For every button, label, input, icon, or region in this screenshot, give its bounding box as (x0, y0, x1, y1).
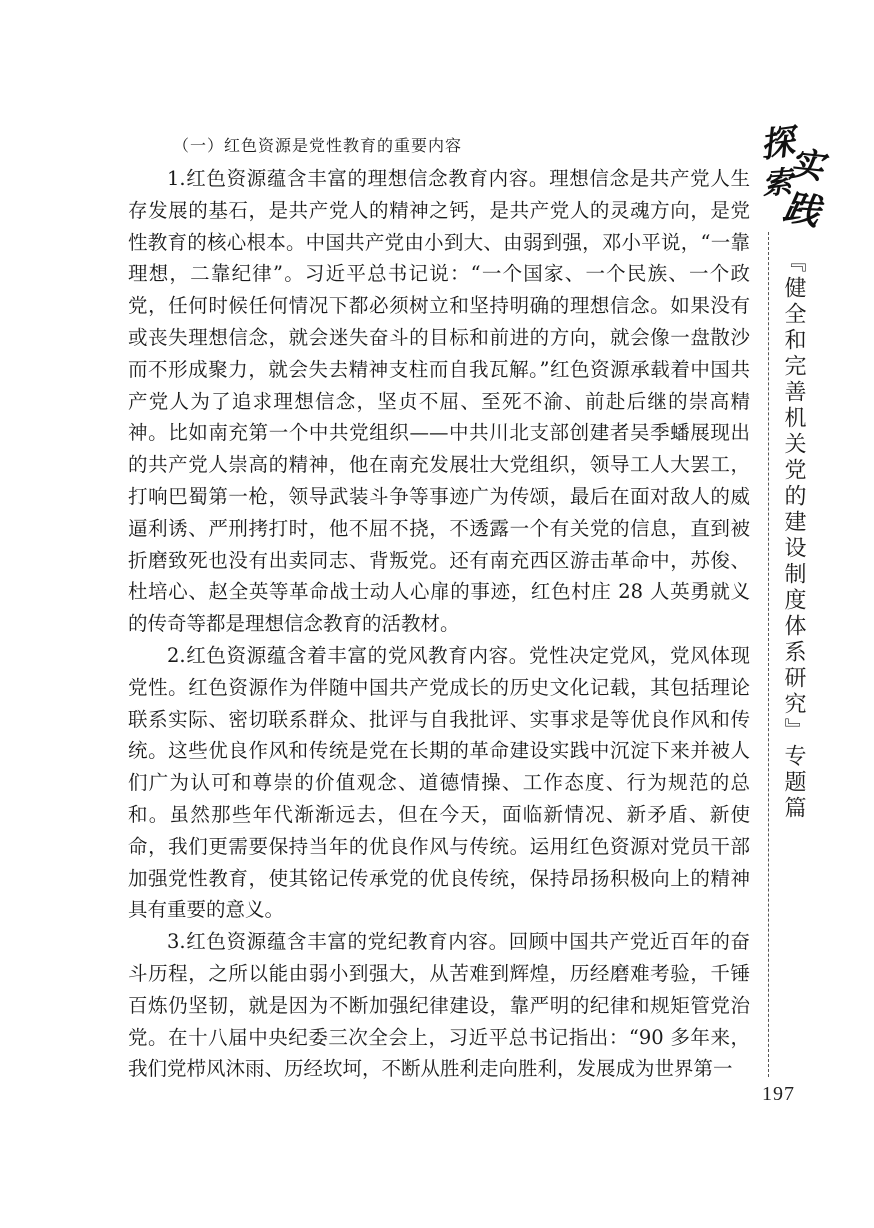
section-heading: （一）红色资源是党性教育的重要内容 (173, 136, 463, 155)
main-text (128, 132, 750, 1085)
paragraph-1: 1.红色资源蕴含丰富的理想信念教育内容。理想信念是共产党人生存发展的基石，是共产党人的精神之钙，是共产党人的灵魂方向，是党性教育的核心根本。中国共产党由小到大、由弱到强，邓小平说，“一靠理想，二靠纪律”。习近平总书记说：“一个国家、一个民族、一个政党，任何时候任何情况下都必须树立和坚持明确的理想信念。如果没有或丧失理想信念，就会迷失奋斗的目标和前进的方向，就会像一盘散沙而不形成聚力，就会失去精神支柱而自我瓦解。”红色资源承载着中国共产党人为了追求理想信念，坚贞不屈、至死不渝、前赴后继的崇高精神。比如南充第一个中共党组织——中共川北支部创建者吴季蟠展现出的共产党人崇高的精神，他在南充发展壮大党组织，领导工人大罢工，打响巴蜀第一枪，领导武装斗争等事迹广为传颂，最后在面对敌人的威逼利诱、严刑拷打时，他不屈不挠，不透露一个有关党的信息，直到被折磨致死也没有出卖同志、背叛党。还有南充西区游击革命中，苏俊、杜培心、赵全英等革命战士动人心扉的事迹，红色村庄 28 人英勇就义的传奇等都是理想信念教育的活教材。 (128, 167, 750, 636)
logo-char-tan: 探 (757, 121, 798, 167)
paragraph-3: 3.红色资源蕴含丰富的党纪教育内容。回顾中国共产党近百年的奋斗历程，之所以能由弱小到强大，从苦难到辉煌，历经磨难考验，千锤百炼仍坚韧，就是因为不断加强纪律建设，靠严明的纪律和规矩管党治党。在十八届中央纪委三次全会上，习近平总书记指出：“90 多年来，我们党栉风沐雨、历经坎坷，不断从胜利走向胜利，发展成为世界第一 (128, 930, 750, 1081)
running-column-title: 『健全和完善机关党的建设制度体系研究』专题篇 (781, 250, 806, 822)
page-number: 197 (762, 1083, 795, 1105)
margin-divider (768, 232, 769, 1077)
paragraph-2: 2.红色资源蕴含着丰富的党风教育内容。党性决定党风，党风体现党性。红色资源作为伴随中国共产党成长的历史文化记载，其包括理论联系实际、密切联系群众、批评与自我批评、实事求是等优良作风和传统。这些优良作风和传统是党在长期的革命建设实践中沉淀下来并被人们广为认可和尊崇的价值观念、道德情操、工作态度、行为规范的总和。虽然那些年代渐渐远去，但在今天，面临新情况、新矛盾、新使命，我们更需要保持当年的优良作风与传统。运用红色资源对党员干部加强党性教育，使其铭记传承党的优良传统，保持昂扬积极向上的精神具有重要的意义。 (128, 643, 750, 922)
section-logo (757, 116, 826, 236)
logo-char-jian: 践 (780, 186, 823, 234)
logo-char-shi: 实 (787, 144, 826, 188)
logo-char-suo: 索 (761, 164, 794, 202)
